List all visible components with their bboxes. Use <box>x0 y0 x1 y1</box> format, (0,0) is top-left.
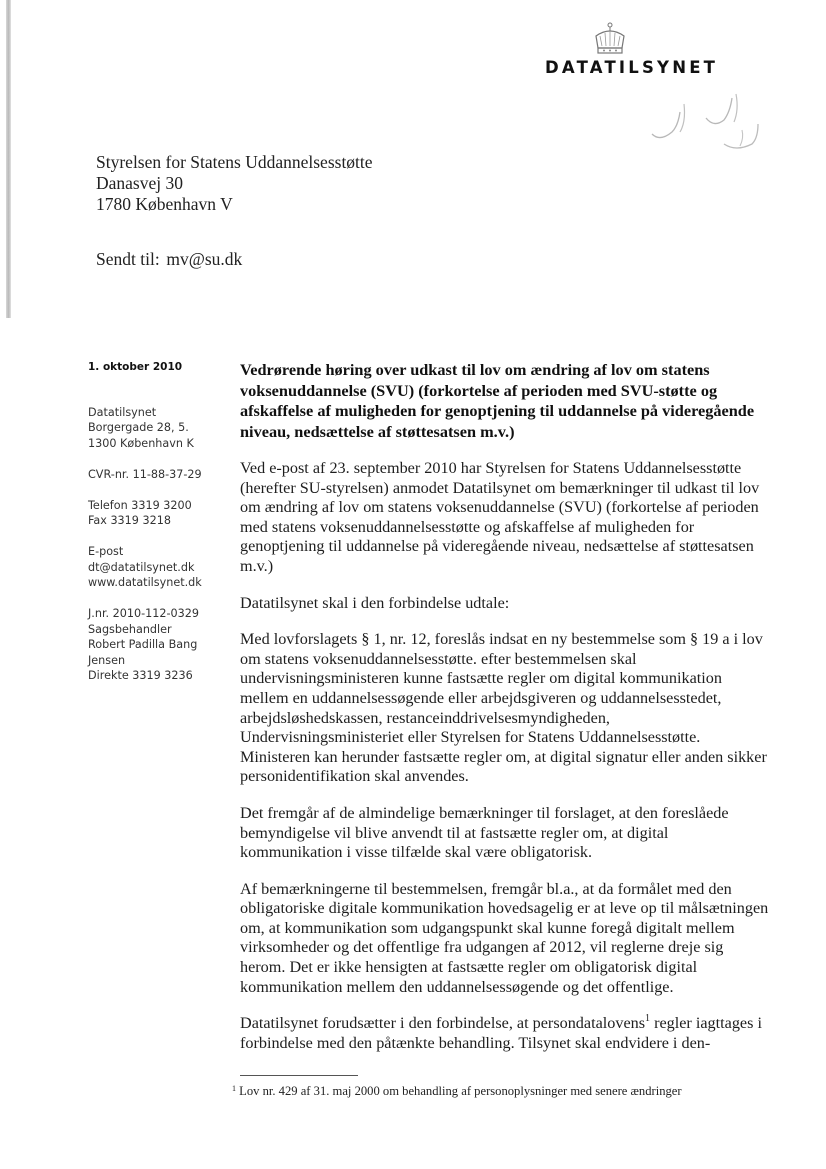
recipient-address <box>96 152 373 215</box>
paragraph-1: Ved e-post af 23. september 2010 har Styrelsen for Statens Uddannelsesstøtte (herefter SU-styrelsen) anmodet Datatilsynet om bemærkninger til udkast til lov om ændring af lov om statens voksenuddannelse (SVU) (forkortelse af perioden med statens voksenuddannelsesstøtte og afskaffelse af muligheden for genoptjening til uddannelse på videregående niveau, nedsættelse af støttesatsen m.v.) <box>240 459 760 575</box>
footnote-reference: 1 <box>645 1013 651 1025</box>
sender-web: www.datatilsynet.dk <box>88 576 202 589</box>
paragraph-4: Det fremgår af de almindelige bemærkninger til forslaget, at den foreslåede bemyndigelse vil blive anvendt til at fastsætte regler om, at digital kommunikation i visse tilfælde skal være obligatorisk. <box>240 803 729 862</box>
scan-edge <box>6 0 11 318</box>
sent-to-line <box>96 249 242 270</box>
journal-number: J.nr. 2010-112-0329 <box>88 607 199 620</box>
sender-email-label: E-post <box>88 545 124 558</box>
paragraph-6 <box>240 1014 772 1053</box>
case-info-block <box>88 606 228 684</box>
paragraph-6-start: Datatilsynet forudsætter i den forbindelse, at persondatalovens <box>240 1014 646 1033</box>
sender-fax: Fax 3319 3218 <box>88 514 171 527</box>
paragraph-5: Af bemærkningerne til bestemmelsen, fremgår bl.a., at da formålet med den obligatoriske digitale kommunikation hovedsagelig er at leve op til målsætningen om, at kommunikation som udgangspunkt skal kunne foregå digitalt mellem virksomheder og det offentlige fra udgangen af 2012, vil reglerne dreje sig herom. Det er ikke hensigten at fastsætte regler om obligatorisk digital kommunikation mellem den uddannelsessøgende og det offentlige. <box>240 879 769 996</box>
sender-email: dt@datatilsynet.dk <box>88 560 195 574</box>
sender-street: Borgergade 28, 5. <box>88 421 189 434</box>
case-handler-name: Robert Padilla Bang <box>88 638 198 651</box>
crown-icon <box>592 22 628 56</box>
footnote <box>232 1084 682 1099</box>
case-handler-name-cont: Jensen <box>88 653 126 667</box>
sender-address <box>88 405 228 452</box>
case-handler-label: Sagsbehandler <box>88 622 172 636</box>
footnote-marker: 1 <box>232 1084 236 1093</box>
sent-to-email: mv@su.dk <box>166 249 243 269</box>
sender-city: 1300 København K <box>88 436 194 450</box>
letter-date: 1. oktober 2010 <box>88 361 183 373</box>
handwritten-mark <box>640 82 770 172</box>
sender-cvr: CVR-nr. 11-88-37-29 <box>88 467 202 481</box>
paragraph-3: Med lovforslagets § 1, nr. 12, foreslås indsat en ny bestemmelse som § 19 a i lov om statens voksenuddannelsesstøtte. efter bestemmelsen skal undervisningsministeren kunne fastsætte regler om digital kommunikation mellem en uddannelsessøgende eller arbejdsgiveren og uddannelsesstedet, arbejdsløshedskassen, restanceinddrivelsesmyndigheden, Undervisningsministeriet eller Styrelsen for Statens Uddannelsesstøtte. Ministeren kan herunder fastsætte regler om, at digital signatur eller anden sikker personidentifikation skal anvendes. <box>240 630 767 786</box>
recipient-street: Danasvej 30 <box>96 173 183 193</box>
sender-org: Datatilsynet <box>88 405 157 419</box>
letter-title: Vedrørende høring over udkast til lov om ændring af lov om statens voksenuddannelse (SVU) (forkortelse af perioden med SVU-støtte og afskaffelse af muligheden for genoptjening til uddannelse på videregående niveau, nedsættelse af støttesatsen m.v.) <box>240 360 755 441</box>
footnote-text: Lov nr. 429 af 31. maj 2000 om behandling af personoplysninger med senere ændringer <box>236 1084 682 1098</box>
sender-sidebar <box>88 360 228 699</box>
logo-wordmark: DATATILSYNET <box>545 58 719 77</box>
letter-body <box>240 360 772 1053</box>
sender-phone-block <box>88 498 228 529</box>
footnote-divider <box>240 1075 358 1076</box>
sender-phone: Telefon 3319 3200 <box>88 498 192 512</box>
sender-contact-block <box>88 544 228 591</box>
sent-to-label: Sendt til: <box>96 249 160 269</box>
paragraph-2: Datatilsynet skal i den forbindelse udtale: <box>240 593 510 612</box>
recipient-name: Styrelsen for Statens Uddannelsesstøtte <box>96 152 373 172</box>
direct-phone: Direkte 3319 3236 <box>88 669 193 682</box>
recipient-city: 1780 København V <box>96 194 233 214</box>
paragraph-6-end: regler iagttages i forbindelse med den påtænkte behandling. Tilsynet skal endvidere i den- <box>240 1014 762 1052</box>
